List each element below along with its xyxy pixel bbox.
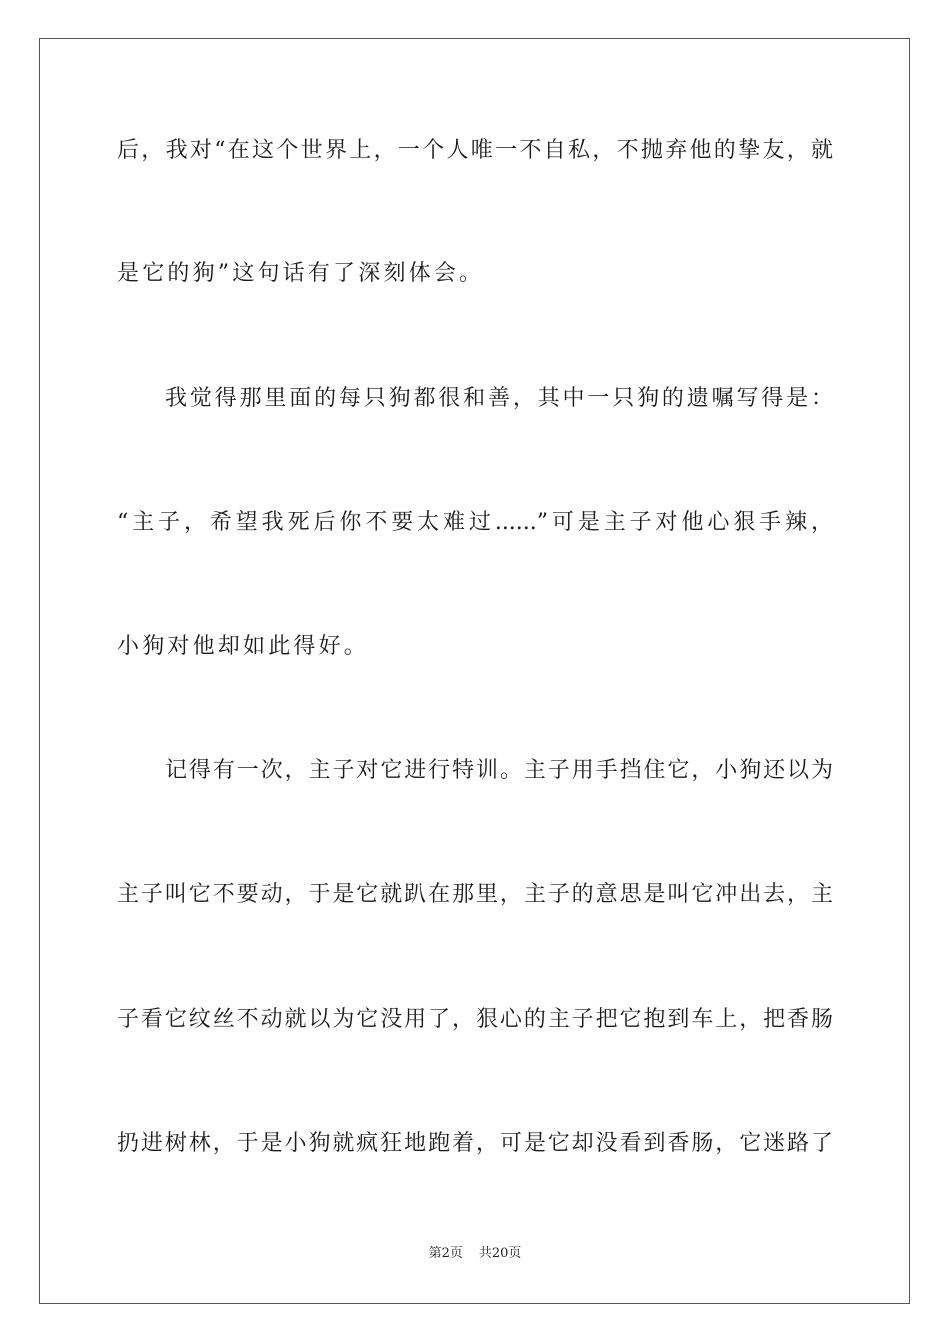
body-text-line-9: 扔进树林，于是小狗就疯狂地跑着，可是它却没看到香肠，它迷路了 <box>117 1131 833 1156</box>
body-text-line-7: 主子叫它不要动，于是它就趴在那里，主子的意思是叫它冲出去，主 <box>117 882 833 907</box>
body-text-line-2: 是它的狗”这句话有了深刻体会。 <box>117 261 485 286</box>
body-text-line-6: 记得有一次，主子对它进行特训。主子用手挡住它，小狗还以为 <box>165 758 833 783</box>
body-text-line-5: 小狗对他却如此得好。 <box>117 634 370 659</box>
body-text-line-4: “主子，希望我死后你不要太难过......”可是主子对他心狠手辣， <box>117 510 833 535</box>
page-footer <box>0 1245 950 1263</box>
body-text-line-1: 后，我对“在这个世界上，一个人唯一不自私，不抛弃他的挚友，就 <box>117 138 833 163</box>
page-number: 第2页 <box>428 1246 463 1261</box>
page-border <box>39 38 910 1304</box>
page-total: 共20页 <box>478 1246 522 1261</box>
body-text-line-3: 我觉得那里面的每只狗都很和善，其中一只狗的遗嘱写得是： <box>165 386 833 411</box>
body-text-line-8: 子看它纹丝不动就以为它没用了，狠心的主子把它抱到车上，把香肠 <box>117 1007 833 1032</box>
